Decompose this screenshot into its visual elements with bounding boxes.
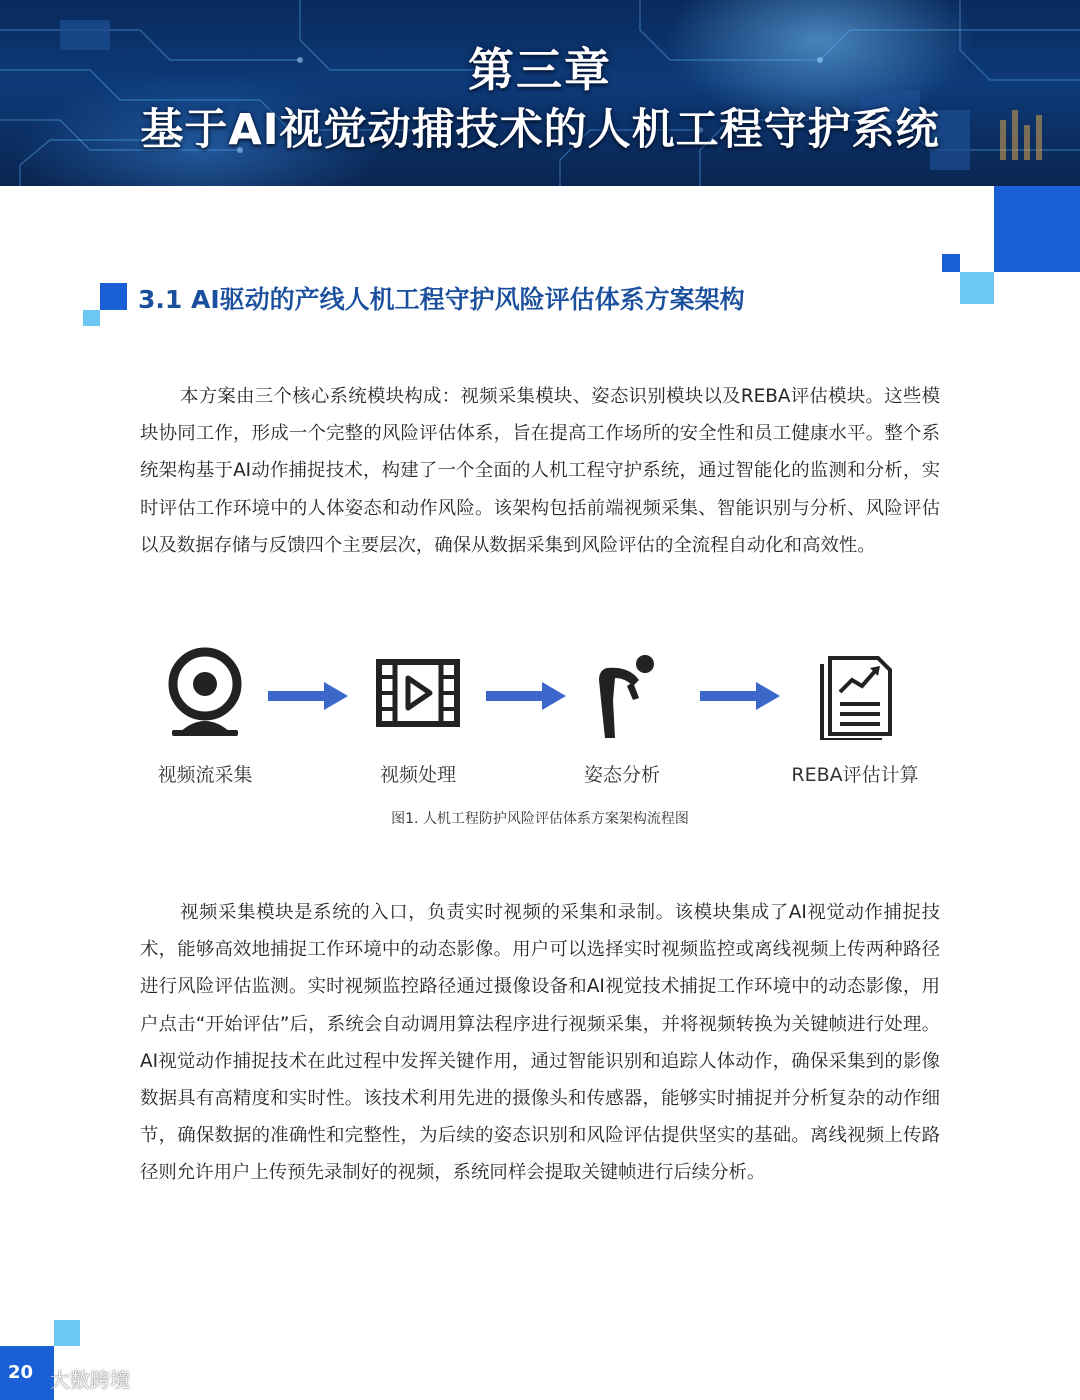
body-paragraph: 视频采集模块是系统的入口，负责实时视频的采集和录制。该模块集成了AI视觉动作捕捉技术，能够高效地捕捉工作环境中的动态影像。用户可以选择实时视频监控或离线视频上传两种路径进行风险评估监测。实时视频监控路径通过摄像设备和AI视觉技术捕捉工作环境中的动态影像，用户点击“开始评估”后，系统会自动调用算法程序进行视频采集，并将视频转换为关键帧进行处理。AI视觉动作捕捉技术在此过程中发挥关键作用，通过智能识别和追踪人体动作，确保采集到的影像数据具有高精度和实时性。该技术利用先进的摄像头和传感器，能够实时捕捉并分析复杂的动作细节，确保数据的准确性和完整性，为后续的姿态识别和风险评估提供坚实的基础。离线视频上传路径则允许用户上传预先录制好的视频，系统同样会提取关键帧进行后续分析。	[140, 902, 940, 1184]
bending-person-icon	[577, 640, 667, 740]
heading-marker-square	[100, 283, 127, 310]
body-paragraph: 本方案由三个核心系统模块构成：视频采集模块、姿态识别模块以及REBA评估模块。这些模块协同工作，形成一个完整的风险评估体系，旨在提高工作场所的安全性和员工健康水平。整个系统架构基于AI动作捕捉技术，构建了一个全面的人机工程守护系统，通过智能化的监测和分析，实时评估工作环境中的人体姿态和动作风险。该架构包括前端视频采集、智能识别与分析、风险评估以及数据存储与反馈四个主要层次，确保从数据采集到风险评估的全流程自动化和高效性。	[140, 386, 940, 556]
flow-step-video-processing	[328, 640, 508, 786]
watermark-text: 大数跨境	[50, 1368, 130, 1392]
heading-marker-square	[83, 310, 100, 326]
webcam-icon	[160, 640, 250, 740]
film-play-icon	[373, 640, 463, 740]
chapter-title: 基于AI视觉动捕技术的人机工程守护系统	[140, 105, 940, 155]
decorative-square	[960, 272, 994, 304]
chapter-banner	[0, 0, 1080, 186]
decorative-square	[54, 1320, 80, 1346]
chapter-number: 第三章	[468, 43, 612, 97]
section-heading: 3.1 AI驱动的产线人机工程守护风险评估体系方案架构	[138, 285, 745, 314]
figure-caption: 图1. 人机工程防护风险评估体系方案架构流程图	[391, 811, 689, 827]
flow-step-label: 视频流采集	[157, 764, 253, 786]
decorative-square	[994, 186, 1080, 272]
flow-step-posture-analysis	[532, 640, 712, 786]
report-chart-icon	[810, 640, 900, 740]
flow-step-label: 姿态分析	[583, 764, 660, 786]
flow-diagram	[0, 640, 1080, 810]
flow-step-reba-calculation	[765, 640, 945, 786]
page-number: 20	[8, 1362, 34, 1383]
flow-step-label: REBA评估计算	[791, 764, 919, 786]
decorative-square	[942, 254, 960, 272]
flow-step-label: 视频处理	[379, 764, 456, 786]
